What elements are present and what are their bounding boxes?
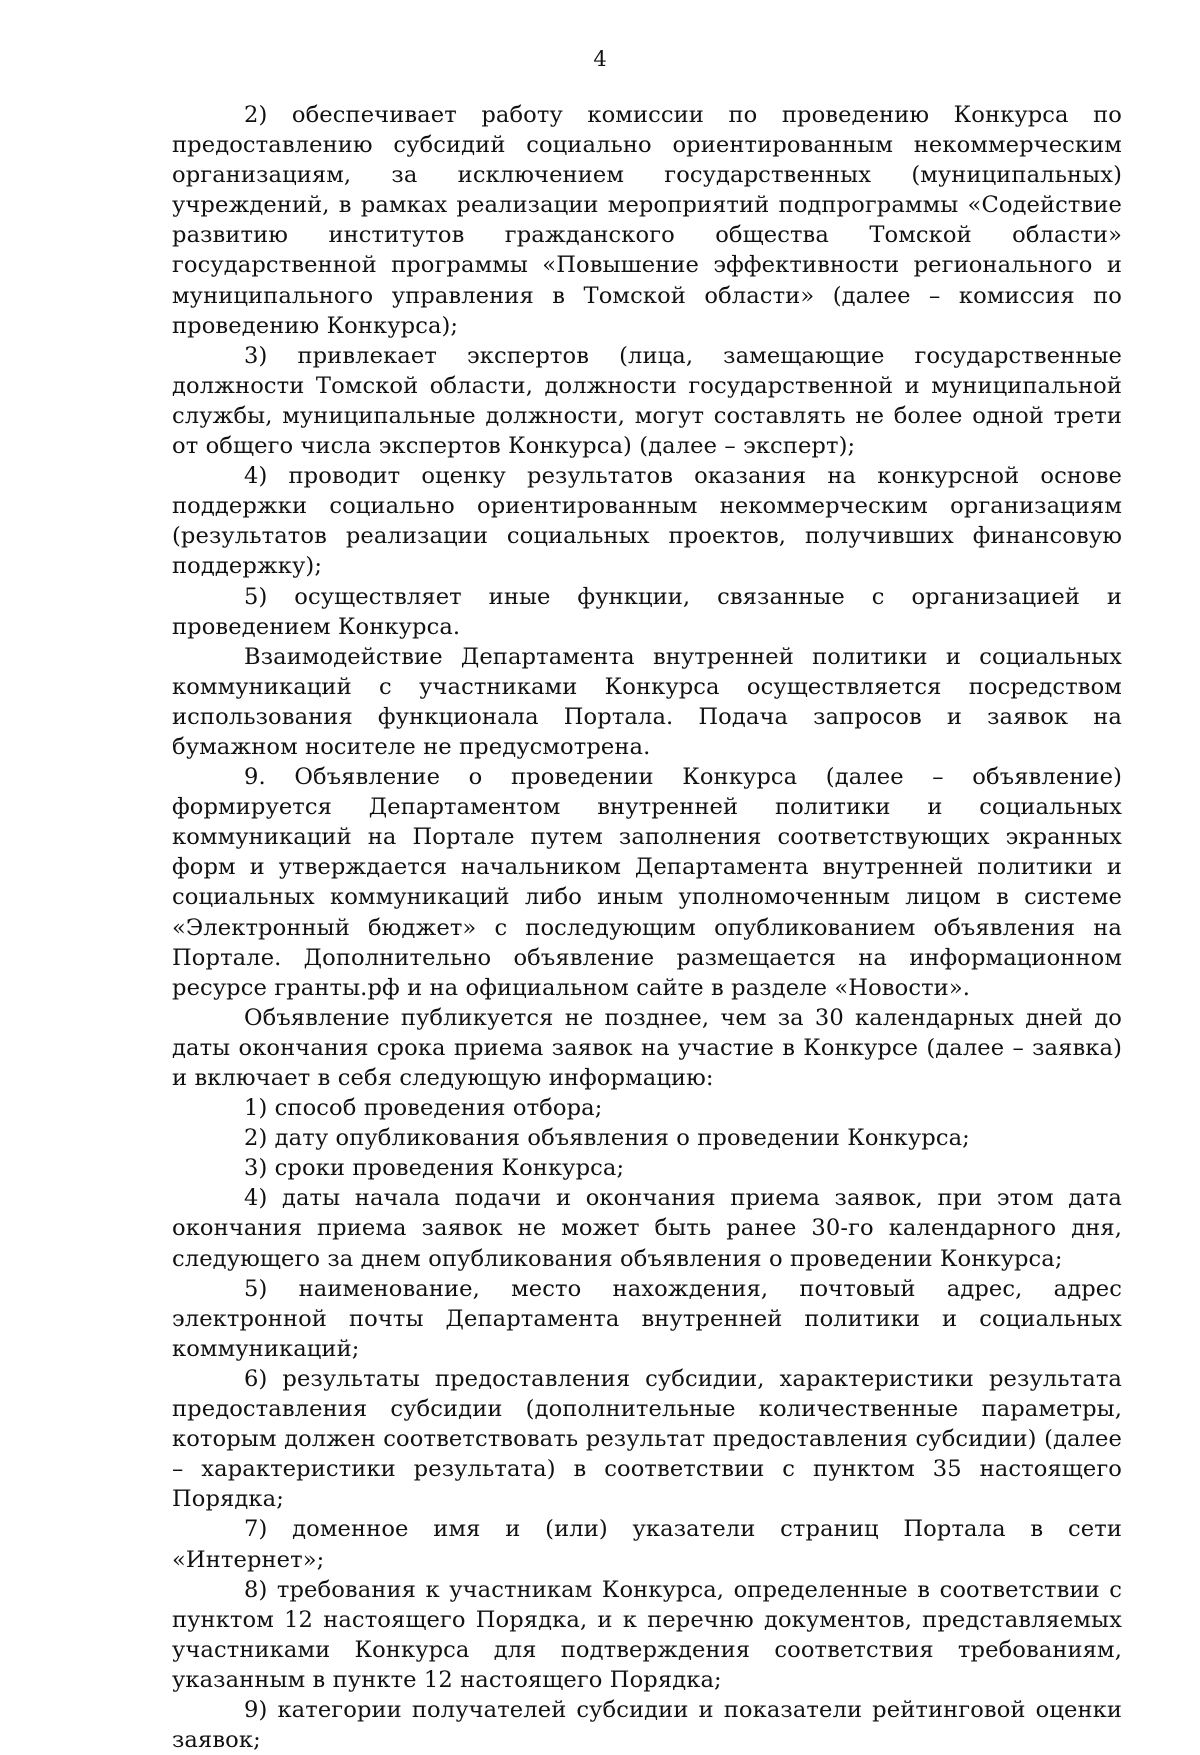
list-item-1-selection-method: 1) способ проведения отбора;: [244, 1095, 603, 1122]
list-item-6-subsidy-results: 6) результаты предоставления субсидии, характеристики результата предоставления субсидии (дополнительные количественные параметры, которым должен соответствовать результат предоставления субсидии) (далее – характеристики результата) в соответствии с пунктом 35 настоящего Порядка;: [172, 1365, 1122, 1513]
paragraph-item-4-evaluation: 4) проводит оценку результатов оказания на конкурсной основе поддержки социально ориентированным некоммерческим организациям (результатов реализации социальных проектов, получивших финансовую поддержку);: [172, 463, 1122, 580]
list-item-3-contest-dates: 3) сроки проведения Конкурса;: [244, 1155, 625, 1182]
page-number: 4: [593, 47, 607, 71]
paragraph-item-2-commission: 2) обеспечивает работу комиссии по проведению Конкурса по предоставлению субсидий социально ориентированным некоммерческим организациям, за исключением государственных (муниципальных) учреждений, в рамках реализации мероприятий подпрограммы «Содействие развитию институтов гражданского общества Томской области» государственной программы «Повышение эффективности регионального и муниципального управления в Томской области» (далее – комиссия по проведению Конкурса);: [172, 102, 1122, 339]
list-item-5-department-contacts: 5) наименование, место нахождения, почтовый адрес, адрес электронной почты Департамента внутренней политики и социальных коммуникаций;: [172, 1275, 1122, 1362]
paragraph-announcement-publication: Объявление публикуется не позднее, чем за 30 календарных дней до даты окончания срока приема заявок на участие в Конкурсе (далее – заявка) и включает в себя следующую информацию:: [172, 1004, 1122, 1091]
document-body: [172, 100, 1122, 1755]
paragraph-interaction: Взаимодействие Департамента внутренней политики и социальных коммуникаций с участниками Конкурса осуществляется посредством использования функционала Портала. Подача запросов и заявок на бумажном носителе не предусмотрена.: [172, 643, 1122, 760]
paragraph-section-9-announcement: 9. Объявление о проведении Конкурса (далее – объявление) формируется Департаментом внутренней политики и социальных коммуникаций на Портале путем заполнения соответствующих экранных форм и утверждается начальником Департамента внутренней политики и социальных коммуникаций либо иным уполномоченным лицом в системе «Электронный бюджет» с последующим опубликованием объявления на Портале. Дополнительно объявление размещается на информационном ресурсе гранты.рф и на официальном сайте в разделе «Новости».: [172, 764, 1122, 1001]
list-item-9-recipient-categories: 9) категории получателей субсидии и показатели рейтинговой оценки заявок;: [172, 1696, 1122, 1754]
list-item-8-participant-requirements: 8) требования к участникам Конкурса, определенные в соответствии с пунктом 12 настоящего Порядка, и к перечню документов, представляемых участниками Конкурса для подтверждения соответствия требованиям, указанным в пункте 12 настоящего Порядка;: [172, 1576, 1122, 1693]
list-item-7-domain-name: 7) доменное имя и (или) указатели страниц Портала в сети «Интернет»;: [172, 1516, 1122, 1573]
list-item-4-application-dates: 4) даты начала подачи и окончания приема заявок, при этом дата окончания приема заявок не может быть ранее 30-го календарного дня, следующего за днем опубликования объявления о проведении Конкурса;: [172, 1185, 1122, 1272]
paragraph-item-5-other-functions: 5) осуществляет иные функции, связанные с организацией и проведением Конкурса.: [172, 583, 1122, 640]
list-item-2-publication-date: 2) дату опубликования объявления о проведении Конкурса;: [244, 1125, 970, 1152]
paragraph-item-3-experts: 3) привлекает экспертов (лица, замещающие государственные должности Томской области, должности государственной и муниципальной службы, муниципальные должности, могут составлять не более одной трети от общего числа экспертов Конкурса) (далее – эксперт);: [172, 342, 1122, 460]
